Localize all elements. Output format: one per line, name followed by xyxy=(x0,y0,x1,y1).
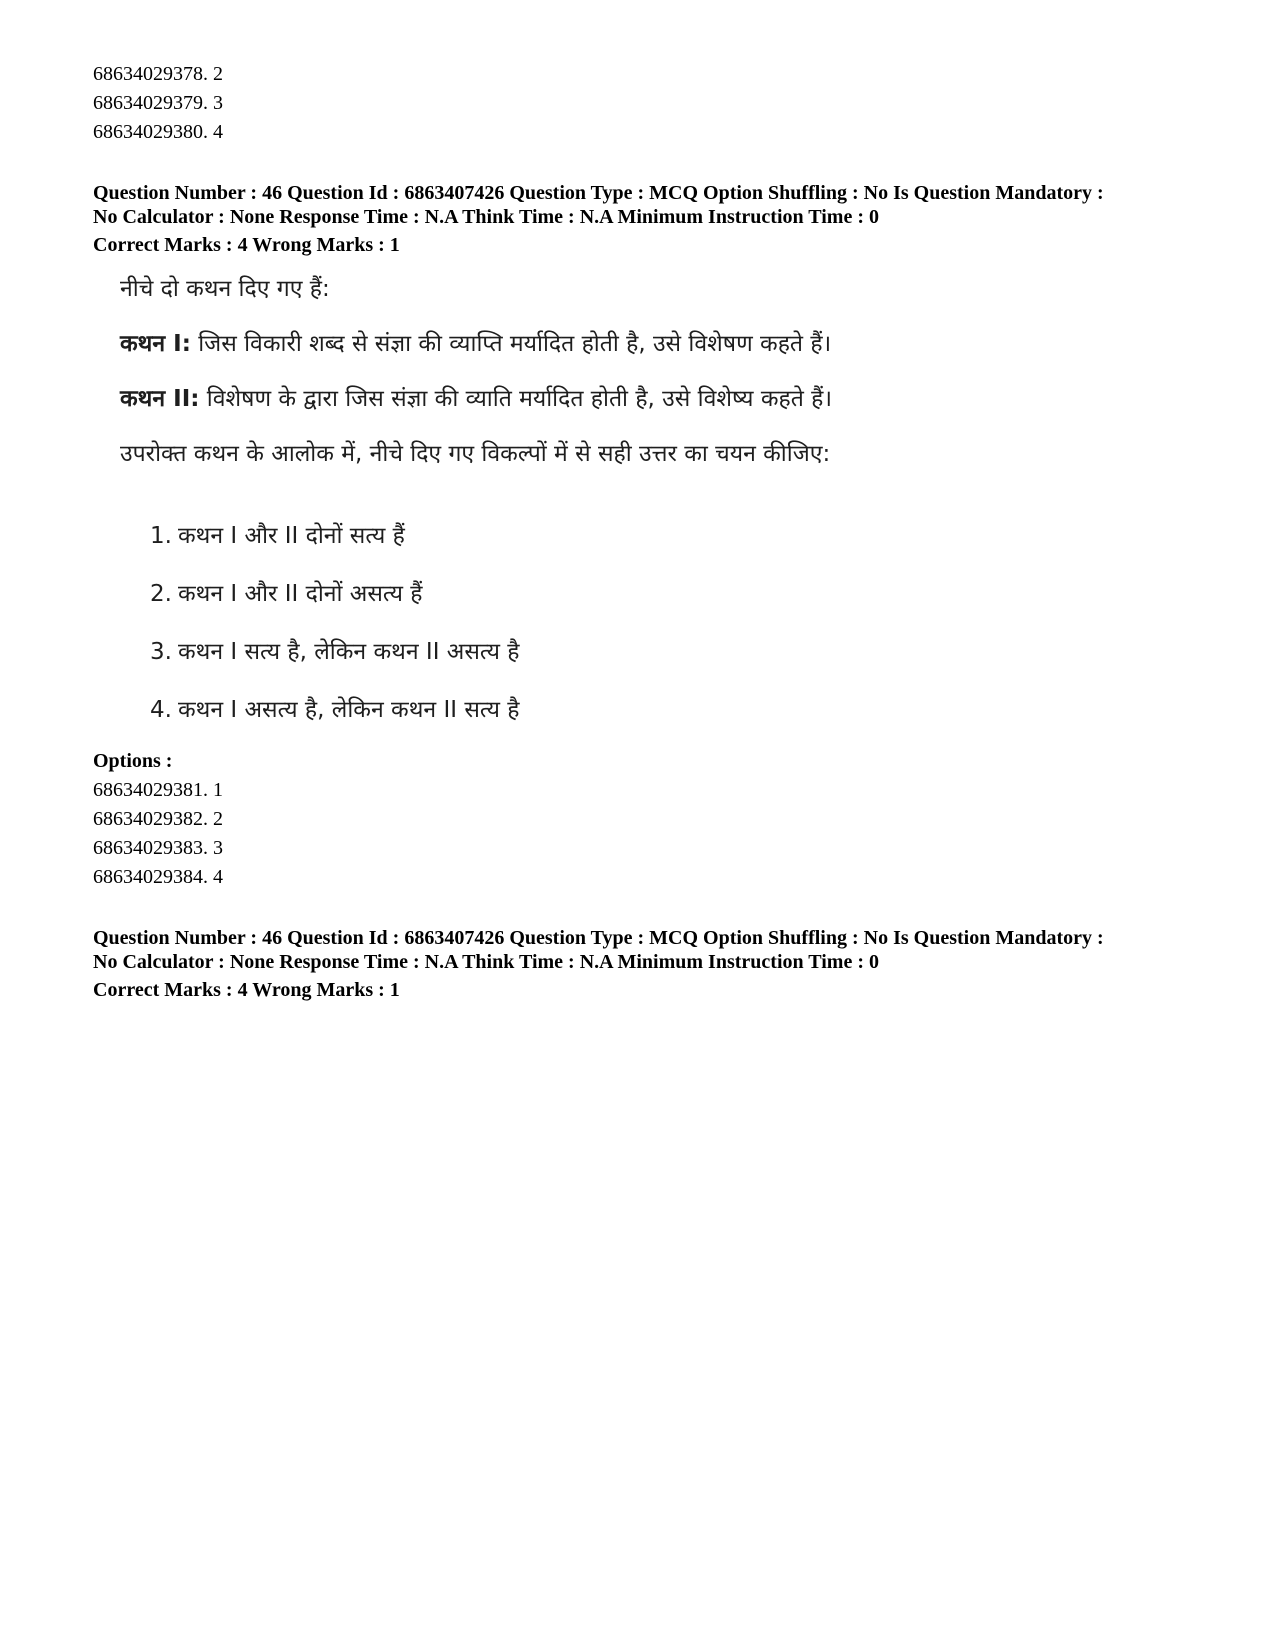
question-header-line1: Question Number : 46 Question Id : 6863407426 Question Type : MCQ Option Shuffling : No Is Question Mandatory : xyxy=(93,182,1104,204)
choice-text: कथन I और II दोनों असत्य हैं xyxy=(177,581,423,607)
choice-item xyxy=(150,579,900,609)
question-content-image xyxy=(120,274,900,725)
statement-1 xyxy=(120,329,900,359)
choice-text: कथन I सत्य है, लेकिन कथन II असत्य है xyxy=(177,639,520,665)
question-instruction: उपरोक्त कथन के आलोक में, नीचे दिए गए विकल्पों में से सही उत्तर का चयन कीजिए: xyxy=(120,441,831,467)
question-block xyxy=(93,181,1213,892)
question-marks: Correct Marks : 4 Wrong Marks : 1 xyxy=(93,979,400,1001)
choice-item xyxy=(150,637,900,667)
document-page xyxy=(93,60,1213,1005)
question-intro: नीचे दो कथन दिए गए हैं: xyxy=(120,276,330,302)
option-line: 68634029379. 3 xyxy=(93,92,223,114)
choice-text: कथन I असत्य है, लेकिन कथन II सत्य है xyxy=(177,697,520,723)
choice-item xyxy=(150,521,900,551)
option-line: 68634029383. 3 xyxy=(93,837,223,859)
choice-text: कथन I और II दोनों सत्य हैं xyxy=(177,523,405,549)
option-line: 68634029381. 1 xyxy=(93,779,223,801)
statement-2-text: विशेषण के द्वारा जिस संज्ञा की व्याति मर्यादित होती है, उसे विशेष्य कहते हैं। xyxy=(199,386,833,412)
options-title: Options : xyxy=(93,750,173,772)
choice-item xyxy=(150,695,900,725)
statement-1-text: जिस विकारी शब्द से संज्ञा की व्याप्ति मर्यादित होती है, उसे विशेषण कहते हैं। xyxy=(190,331,832,357)
choice-number: 4. xyxy=(150,697,172,723)
question-header-line2: No Calculator : None Response Time : N.A Think Time : N.A Minimum Instruction Time : 0 xyxy=(93,951,879,973)
previous-options-list xyxy=(93,60,1213,147)
statement-2 xyxy=(120,384,900,414)
choice-number: 1. xyxy=(150,523,172,549)
choice-number: 3. xyxy=(150,639,172,665)
choice-list xyxy=(150,521,900,725)
option-line: 68634029384. 4 xyxy=(93,866,223,888)
next-question-block xyxy=(93,926,1213,1005)
statement-1-label: कथन I: xyxy=(120,331,191,357)
question-marks: Correct Marks : 4 Wrong Marks : 1 xyxy=(93,234,400,256)
choice-number: 2. xyxy=(150,581,172,607)
statement-2-label: कथन II: xyxy=(120,386,200,412)
option-line: 68634029380. 4 xyxy=(93,121,223,143)
option-line: 68634029382. 2 xyxy=(93,808,223,830)
options-list xyxy=(93,776,1213,892)
question-header-line1: Question Number : 46 Question Id : 6863407426 Question Type : MCQ Option Shuffling : No Is Question Mandatory : xyxy=(93,927,1104,949)
option-line: 68634029378. 2 xyxy=(93,63,223,85)
question-header-line2: No Calculator : None Response Time : N.A Think Time : N.A Minimum Instruction Time : 0 xyxy=(93,206,879,228)
